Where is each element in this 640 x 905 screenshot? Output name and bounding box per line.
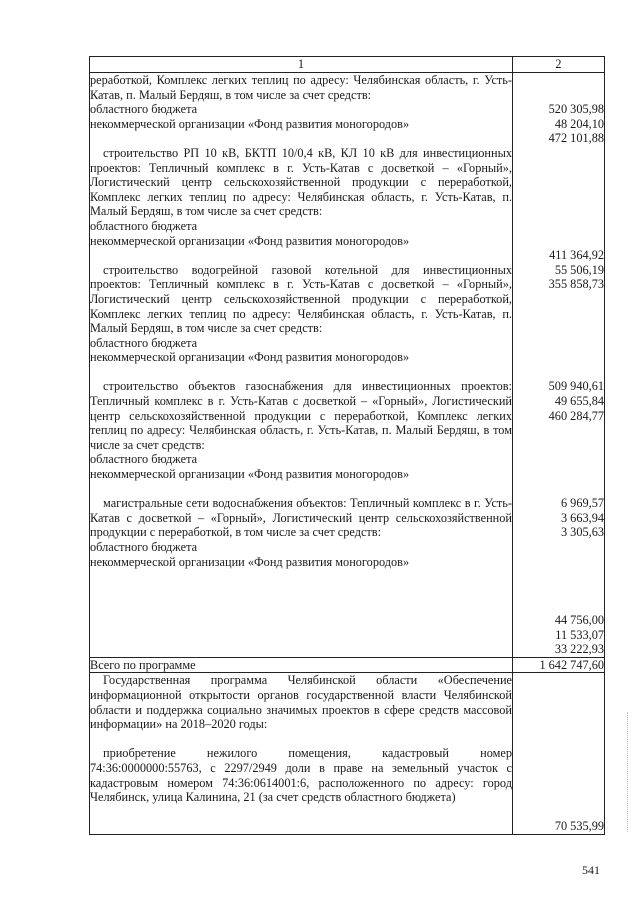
amount-cell [513,73,605,658]
total-program-amount: 1 642 747,60 [513,657,605,673]
project-description: реработкой, Комплекс легких теплиц по адресу: Челябинская область, г. Усть-Катав, п. Малый Бердяш, в том числе за счет средств: [90,73,512,102]
item-amount: 70 535,99 [554,819,604,834]
fund-amount: 3 305,63 [560,525,604,540]
fund-label: некоммерческой организации «Фонд развития моногородов» [90,467,410,482]
fund-label: некоммерческой организации «Фонд развития моногородов» [90,350,410,365]
fund-label: некоммерческой организации «Фонд развития моногородов» [90,554,410,569]
fund-amount: 472 101,88 [548,131,604,146]
fund-label: некоммерческой организации «Фонд развития моногородов» [90,233,410,248]
project-description: магистральные сети водоснабжения объектов: Тепличный комплекс в г. Усть-Катав с досветкой – «Горный», Логистический центр сельскохозяйственной продукции с переработкой, в том числе за счет средств: [90,496,512,540]
regional-budget-label: областного бюджета [90,218,198,233]
regional-amount: 55 506,19 [554,262,604,277]
regional-budget-label: областного бюджета [90,540,198,554]
fund-label: некоммерческой организации «Фонд развития моногородов» [90,116,410,131]
description-cell [90,73,513,658]
total-amount: 44 756,00 [554,612,604,627]
program-title: Государственная программа Челябинской области «Обеспечение информационной открытости органов государственной власти Челябинской области и поддержка социально значимых проектов в сфере средств массовой информации» на 2018–2020 годы: [90,673,512,732]
table-header-row [90,57,605,73]
fund-amount: 33 222,93 [554,642,604,657]
project-description: строительство РП 10 кВ, БКТП 10/0,4 кВ, КЛ 10 кВ для инвестиционных проектов: Тепличный комплекс в г. Усть-Катав с досветкой – «Горный», Логистический центр сельскохозяйственной продукции с переработкой, Комплекс легких теплиц по адресу: Челябинская область, г. Усть-Катав, п. Малый Бердяш, в том числе за счет средств: [90,145,512,219]
regional-amount: 3 663,94 [560,510,604,525]
item-description: приобретение нежилого помещения, кадастровый номер 74:36:0000000:55763, с 2297/2949 доли в праве на земельный участок с кадастровым номером 74:36:0614001:6, расположенного по адресу: город Челябинск, улица Калинина, 21 (за счет средств областного бюджета) [90,746,512,805]
fund-amount: 460 284,77 [548,408,604,423]
total-label: Всего по программе [90,657,513,673]
budget-table [89,56,605,835]
total-amount: 6 969,57 [560,496,604,511]
project-description: строительство объектов газоснабжения для инвестиционных проектов: Тепличный комплекс в г. Усть-Катав с досветкой – «Горный», Логистический центр сельскохозяйственной продукции с переработкой, Комплекс легких теплиц по адресу: Челябинская область, г. Усть-Катав, п. Малый Бердяш, в том числе за счет средств: [90,379,512,452]
column-header-1: 1 [90,57,513,73]
fund-amount: 355 858,73 [548,277,604,292]
description-cell [90,673,513,835]
table-row [90,673,605,835]
total-amount: 520 305,98 [548,102,604,117]
regional-amount: 48 204,10 [554,116,604,131]
regional-amount: 11 533,07 [555,627,604,642]
page-number: 541 [582,863,600,877]
total-row [90,657,605,673]
column-header-2: 2 [513,57,605,73]
regional-amount: 49 655,84 [554,394,604,409]
total-amount: 411 364,92 [549,248,604,263]
amount-cell [513,673,605,835]
regional-budget-label: областного бюджета [90,452,198,467]
scan-edge-mark [627,712,630,832]
project-description: строительство водогрейной газовой котельной для инвестиционных проектов: Тепличный комплекс в г. Усть-Катав с досветкой – «Горный», Логистический центр сельскохозяйственной продукции с переработкой, Комплекс легких теплиц по адресу: Челябинская область, г. Усть-Катав, п. Малый Бердяш, в том числе за счет средств: [90,262,512,336]
total-amount: 509 940,61 [548,379,604,394]
regional-budget-label: областного бюджета [90,335,198,350]
table-row [90,73,605,658]
regional-budget-label: областного бюджета [90,102,198,117]
